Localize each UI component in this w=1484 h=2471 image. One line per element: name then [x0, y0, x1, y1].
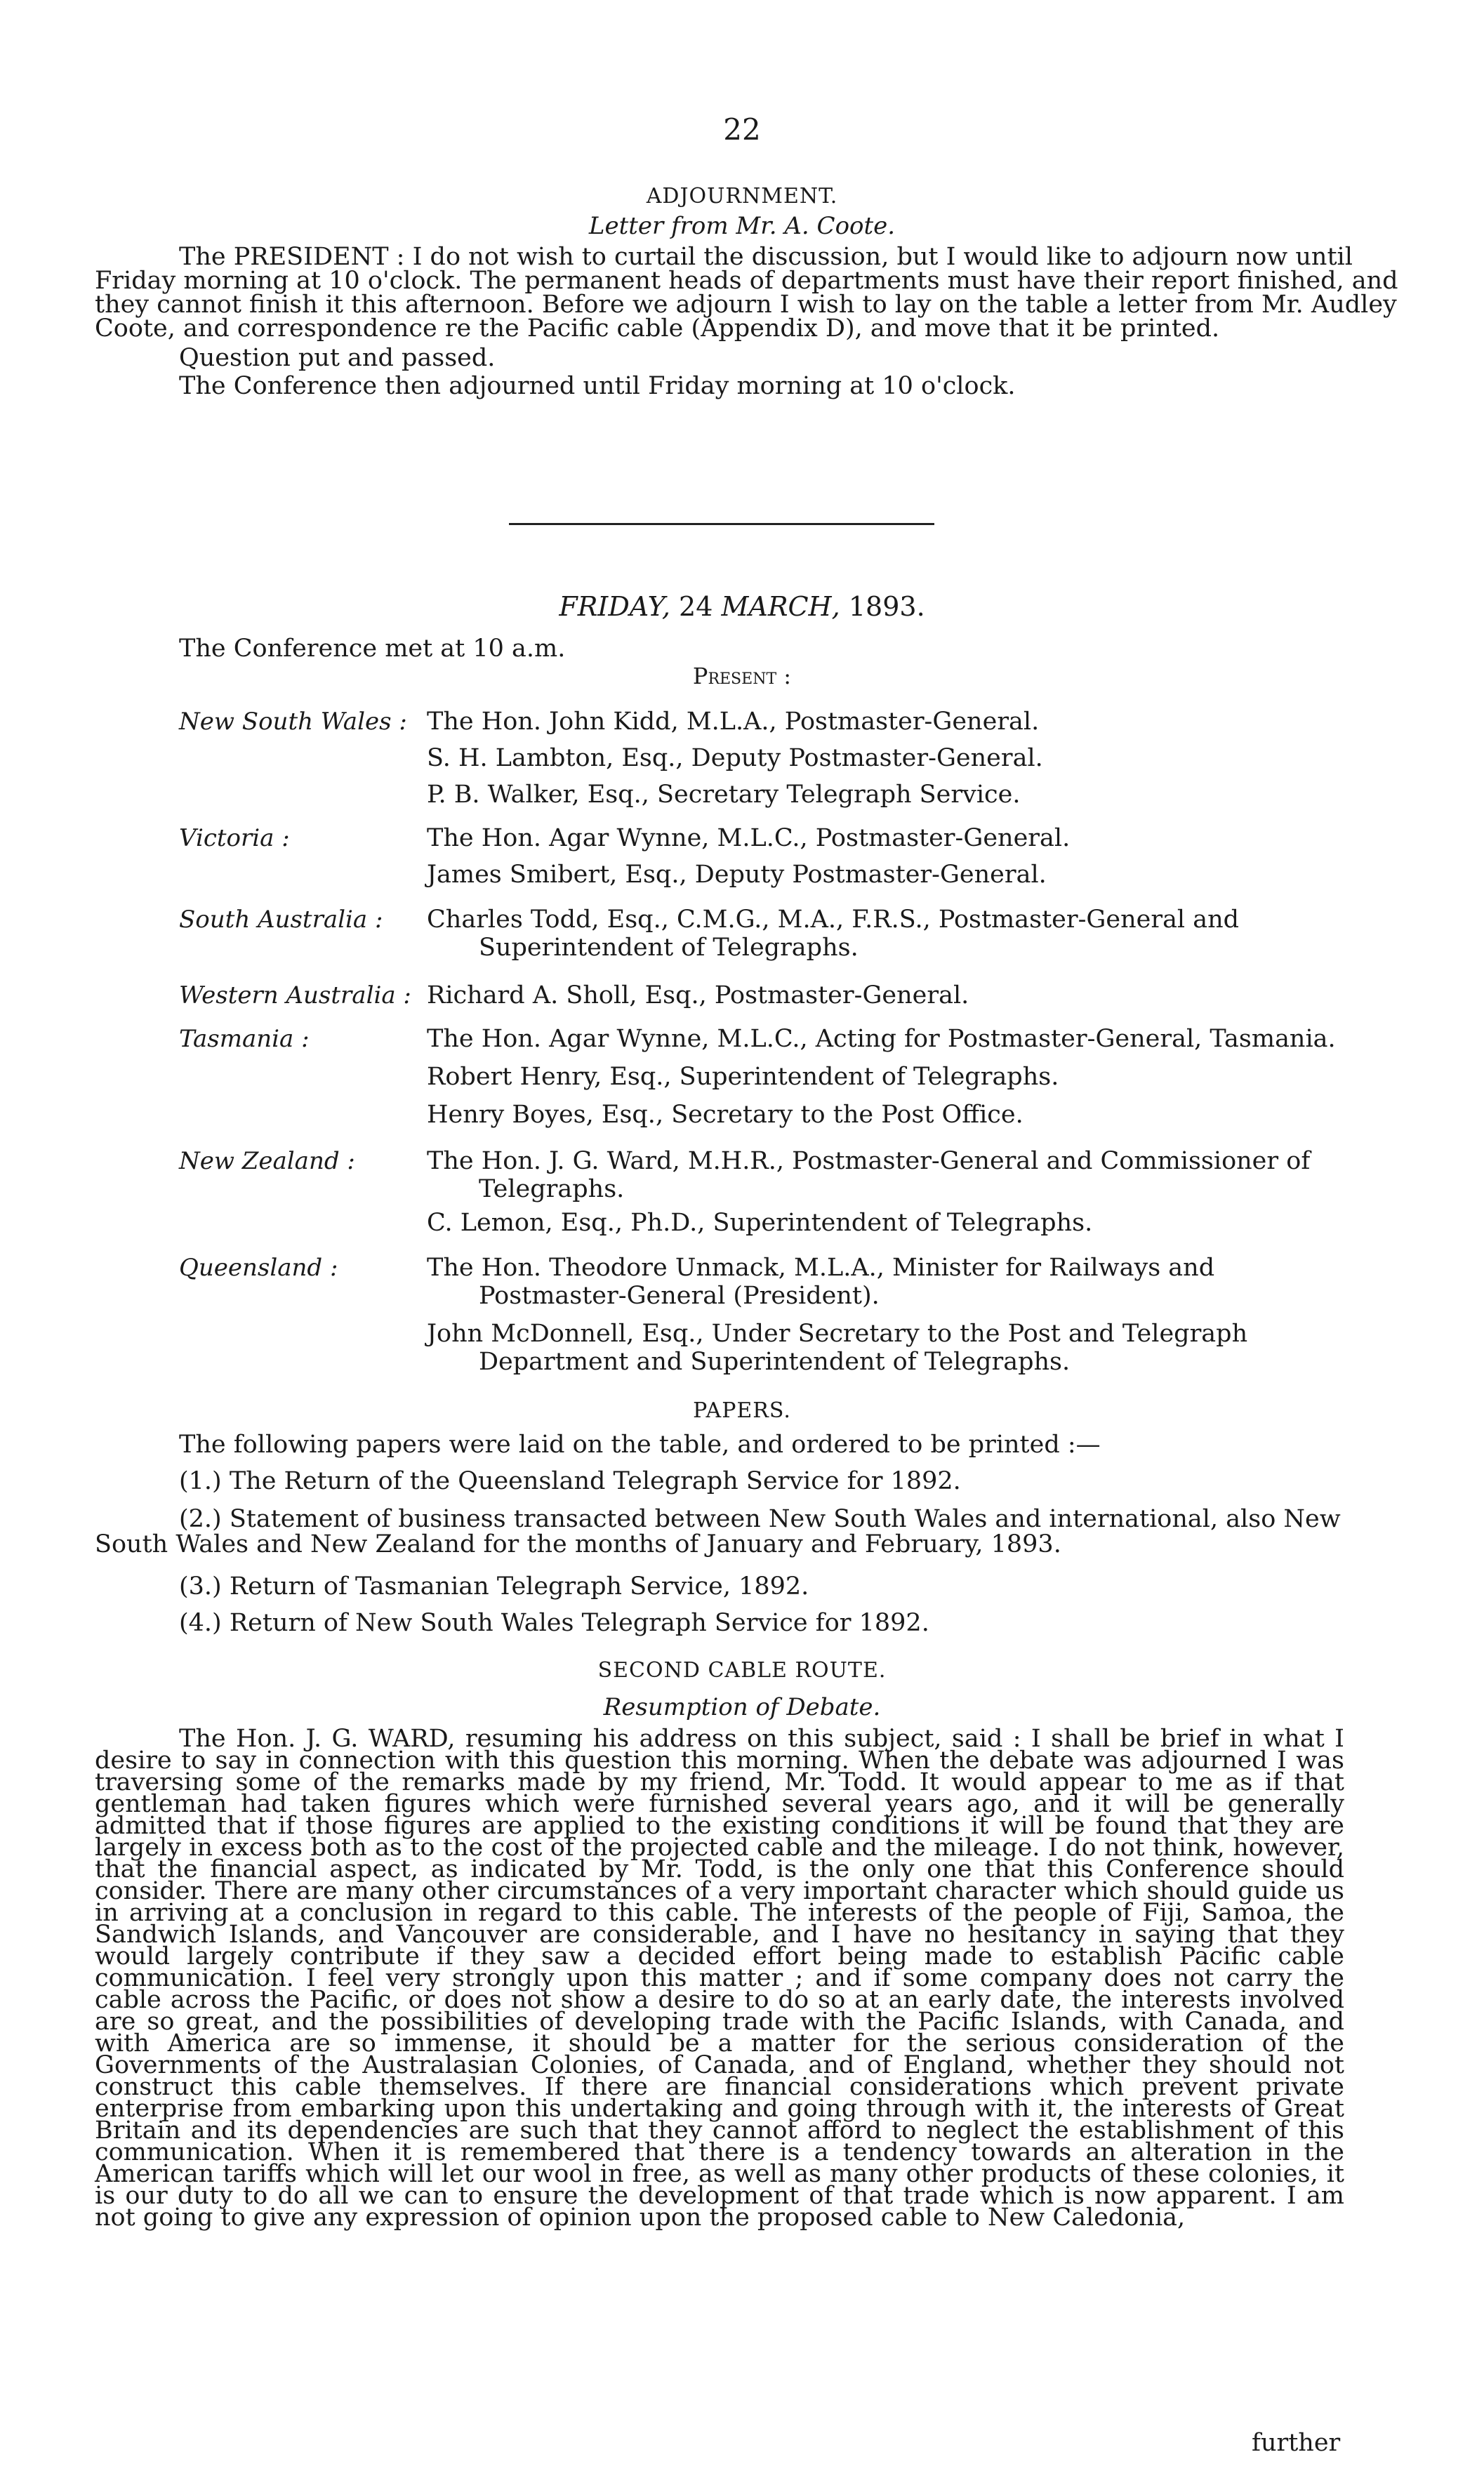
adjournment-line-1: The PRESIDENT : I do not wish to curtail the discussion, but I would like to adjourn now until: [179, 243, 1353, 271]
member-nsw-2: S. H. Lambton, Esq., Deputy Postmaster-General.: [427, 744, 1043, 772]
member-sa-1-cont: Superintendent of Telegraphs.: [479, 934, 859, 962]
papers-heading: PAPERS.: [693, 1398, 791, 1423]
state-queensland: Queensland :: [179, 1254, 338, 1282]
member-vic-1: The Hon. Agar Wynne, M.L.C., Postmaster-General.: [427, 824, 1071, 852]
question-put: Question put and passed.: [179, 344, 496, 372]
adjournment-line-3: they cannot finish it this afternoon. Before we adjourn I wish to lay on the table a letter from Mr. Audley: [95, 291, 1397, 319]
adjournment-line-2: Friday morning at 10 o'clock. The permanent heads of departments must have their report finished, and: [95, 267, 1398, 295]
member-wa-1: Richard A. Sholl, Esq., Postmaster-General.: [427, 981, 969, 1009]
page-number: 22: [723, 112, 761, 147]
state-western-australia: Western Australia :: [179, 981, 411, 1009]
conference-adjourned: The Conference then adjourned until Friday morning at 10 o'clock.: [179, 372, 1016, 400]
member-nsw-3: P. B. Walker, Esq., Secretary Telegraph Service.: [427, 781, 1021, 809]
state-victoria: Victoria :: [179, 824, 290, 852]
present-heading: Present :: [692, 663, 792, 689]
member-qld-1: The Hon. Theodore Unmack, M.L.A., Minister for Railways and: [427, 1254, 1215, 1282]
date-day: FRIDAY,: [559, 591, 670, 622]
conference-met: The Conference met at 10 a.m.: [179, 635, 566, 663]
adjournment-heading: ADJOURNMENT.: [646, 184, 838, 208]
ward-address-text: The Hon. J. G. WARD, resuming his address on this subject, said : I shall be brief in what I desire to say in connection with this question this morning. When the debate was adjourned I was traversing some of the remarks made by my friend, Mr. Todd. It would appear to me as if that gentleman had taken figures which were furnished several years ago, and it will be generally admitted that if those figures are applied to the existing conditions it will be found that they are largely in excess both as to the cost of the projected cable and the mileage. I do not think, however, that the financial aspect, as indicated by Mr. Todd, is the only one that this Conference should consider. There are many other circumstances of a very important character which should guide us in arriving at a conclusion in regard to this cable. The interests of the people of Fiji, Samoa, the Sandwich Islands, and Vancouver are considerable, and I have no hesitancy in saying that they would largely contribute if they saw a decided effort being made to establish Pacific cable communication. I feel very strongly upon this matter ; and if some company does not carry the cable across the Pacific, or does not show a desire to do so at an early date, the interests involved are so great, and the possibilities of developing trade with the Pacific Islands, with Canada, and with America are so immense, it should be a matter for the serious consideration of the Governments of the Australasian Colonies, of Canada, and of England, whether they should not construct this cable themselves. If there are financial considerations which prevent private enterprise from embarking upon this undertaking and going through with it, the interests of Great Britain and its dependencies are such that they cannot afford to neglect the establishment of this communication. When it is remembered that there is a tendency towards an alteration in the American tariffs which will let our wool in free, as well as many other products of these colonies, it is our duty to do all we can to ensure the development of that trade which is now apparent. I am not going to give any expression of opinion upon the proposed cable to New Caledonia,: [95, 1725, 1344, 2232]
paper-item-3: (3.) Return of Tasmanian Telegraph Service, 1892.: [179, 1572, 809, 1601]
catchword: further: [1252, 2429, 1341, 2457]
paper-item-2: (2.) Statement of business transacted between New South Wales and international, also New: [179, 1505, 1341, 1533]
state-tasmania: Tasmania :: [179, 1025, 310, 1053]
friday-date-heading: [0, 591, 1484, 622]
member-qld-1-cont: Postmaster-General (President).: [479, 1282, 880, 1310]
member-qld-2-cont: Department and Superintendent of Telegraphs.: [479, 1348, 1071, 1376]
member-sa-1: Charles Todd, Esq., C.M.G., M.A., F.R.S., Postmaster-General and: [427, 906, 1240, 934]
member-tas-1: The Hon. Agar Wynne, M.L.C., Acting for Postmaster-General, Tasmania.: [427, 1025, 1336, 1053]
paper-item-1: (1.) The Return of the Queensland Telegraph Service for 1892.: [179, 1467, 961, 1495]
member-nz-2: C. Lemon, Esq., Ph.D., Superintendent of Telegraphs.: [427, 1209, 1093, 1237]
member-nsw-1: The Hon. John Kidd, M.L.A., Postmaster-General.: [427, 708, 1040, 736]
member-tas-3: Henry Boyes, Esq., Secretary to the Post Office.: [427, 1101, 1023, 1129]
section-divider: [509, 523, 934, 525]
adjournment-line-4: Coote, and correspondence re the Pacific cable (Appendix D), and move that it be printed.: [95, 314, 1220, 343]
member-tas-2: Robert Henry, Esq., Superintendent of Telegraphs.: [427, 1063, 1059, 1091]
second-cable-heading: SECOND CABLE ROUTE.: [597, 1658, 887, 1683]
member-qld-2: John McDonnell, Esq., Under Secretary to the Post and Telegraph: [427, 1320, 1248, 1348]
paper-item-4: (4.) Return of New South Wales Telegraph Service for 1892.: [179, 1609, 929, 1637]
date-number: 24: [679, 591, 713, 622]
state-south-australia: South Australia :: [179, 906, 383, 934]
member-vic-2: James Smibert, Esq., Deputy Postmaster-General.: [427, 861, 1047, 889]
papers-intro: The following papers were laid on the table, and ordered to be printed :—: [179, 1431, 1101, 1459]
state-nsw: New South Wales :: [179, 708, 407, 736]
paper-item-2-cont: South Wales and New Zealand for the months of January and February, 1893.: [95, 1530, 1061, 1558]
ward-address-paragraph: [95, 1725, 1344, 2232]
date-month: MARCH,: [721, 591, 840, 622]
member-nz-1: The Hon. J. G. Ward, M.H.R., Postmaster-General and Commissioner of: [427, 1147, 1311, 1175]
member-nz-1-cont: Telegraphs.: [479, 1175, 625, 1203]
adjournment-subheading: Letter from Mr. A. Coote.: [588, 212, 896, 240]
state-new-zealand: New Zealand :: [179, 1147, 355, 1175]
date-year: 1893.: [848, 591, 925, 622]
second-cable-subheading: Resumption of Debate.: [603, 1693, 881, 1721]
